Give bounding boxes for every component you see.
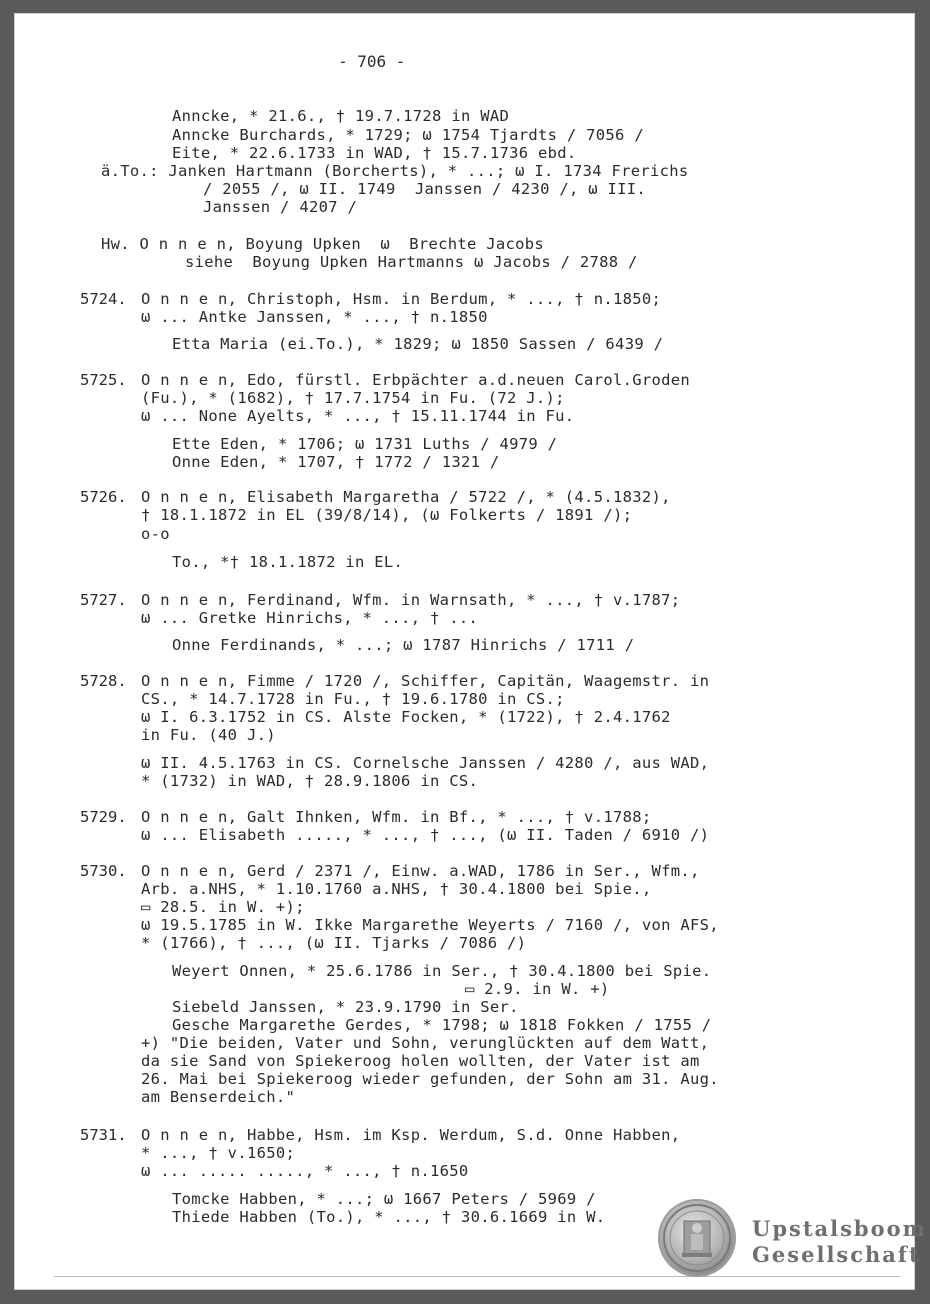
text-line: / 2055 /, ω II. 1749 Janssen / 4230 /, ω III. [203, 180, 647, 198]
text-line: am Benserdeich." [141, 1088, 296, 1106]
entry-number: 5728. [80, 672, 127, 690]
text-line: ω ... Gretke Hinrichs, * ..., † ... [141, 609, 479, 627]
text-line: Hw. O n n e n, Boyung Upken ω Brechte Jacobs [101, 235, 545, 253]
entry-number: 5731. [80, 1126, 127, 1144]
text-line: Arb. a.NHS, * 1.10.1760 a.NHS, † 30.4.1800 bei Spie., [141, 880, 652, 898]
text-line: Ette Eden, * 1706; ω 1731 Luths / 4979 / [172, 435, 558, 453]
text-line: Onne Ferdinands, * ...; ω 1787 Hinrichs / 1711 / [172, 636, 635, 654]
entry-number: 5726. [80, 488, 127, 506]
text-line: ω 19.5.1785 in W. Ikke Margarethe Weyerts / 7160 /, von AFS, [141, 916, 719, 934]
text-line: o-o [141, 525, 170, 543]
text-line: ω ... Antke Janssen, * ..., † n.1850 [141, 308, 488, 326]
text-line: O n n e n, Ferdinand, Wfm. in Warnsath, * ..., † v.1787; [141, 591, 681, 609]
text-line: O n n e n, Habbe, Hsm. im Ksp. Werdum, S.d. Onne Habben, [141, 1126, 681, 1144]
text-line: † 18.1.1872 in EL (39/8/14), (ω Folkerts / 1891 /); [141, 506, 633, 524]
text-line: Etta Maria (ei.To.), * 1829; ω 1850 Sassen / 6439 / [172, 335, 664, 353]
text-line: To., *† 18.1.1872 in EL. [172, 553, 404, 571]
text-line: O n n e n, Edo, fürstl. Erbpächter a.d.neuen Carol.Groden [141, 371, 691, 389]
text-line: Gesche Margarethe Gerdes, * 1798; ω 1818 Fokken / 1755 / [172, 1016, 712, 1034]
text-line: ω ... None Ayelts, * ..., † 15.11.1744 in Fu. [141, 407, 575, 425]
text-line: ω ... ..... ....., * ..., † n.1650 [141, 1162, 469, 1180]
text-line: O n n e n, Christoph, Hsm. in Berdum, * ..., † n.1850; [141, 290, 662, 308]
text-line: ▭ 28.5. in W. +); [141, 898, 305, 916]
text-line: ▭ 2.9. in W. +) [465, 980, 610, 998]
text-line: ä.To.: Janken Hartmann (Borcherts), * ...; ω I. 1734 Frerichs [101, 162, 689, 180]
logo-text-line2: Gesellschaft [752, 1242, 921, 1267]
text-line: Anncke, * 21.6., † 19.7.1728 in WAD [172, 107, 510, 125]
text-line: Eite, * 22.6.1733 in WAD, † 15.7.1736 ebd. [172, 144, 577, 162]
entry-number: 5729. [80, 808, 127, 826]
text-line: Thiede Habben (To.), * ..., † 30.6.1669 in W. [172, 1208, 606, 1226]
entry-number: 5730. [80, 862, 127, 880]
text-line: ω ... Elisabeth ....., * ..., † ..., (ω II. Taden / 6910 /) [141, 826, 710, 844]
society-logo [660, 1198, 927, 1278]
entry-number: 5727. [80, 591, 127, 609]
text-line: O n n e n, Gerd / 2371 /, Einw. a.WAD, 1786 in Ser., Wfm., [141, 862, 700, 880]
text-line: Weyert Onnen, * 25.6.1786 in Ser., † 30.4.1800 bei Spie. [172, 962, 712, 980]
text-line: Anncke Burchards, * 1729; ω 1754 Tjardts / 7056 / [172, 126, 644, 144]
entry-number: 5725. [80, 371, 127, 389]
text-line: * ..., † v.1650; [141, 1144, 296, 1162]
text-line: siehe Boyung Upken Hartmanns ω Jacobs / 2788 / [185, 253, 638, 271]
text-line: ω II. 4.5.1763 in CS. Cornelsche Janssen / 4280 /, aus WAD, [141, 754, 710, 772]
logo-text-line1: Upstalsboom [752, 1216, 927, 1241]
page-number: - 706 - [338, 52, 406, 71]
text-line: Tomcke Habben, * ...; ω 1667 Peters / 5969 / [172, 1190, 596, 1208]
text-line: 26. Mai bei Spiekeroog wieder gefunden, der Sohn am 31. Aug. [141, 1070, 719, 1088]
text-line: (Fu.), * (1682), † 17.7.1754 in Fu. (72 J.); [141, 389, 565, 407]
text-line: +) "Die beiden, Vater und Sohn, verunglückten auf dem Watt, [141, 1034, 710, 1052]
text-line: da sie Sand von Spiekeroog holen wollten, der Vater ist am [141, 1052, 700, 1070]
text-line: in Fu. (40 J.) [141, 726, 276, 744]
text-line: Janssen / 4207 / [203, 198, 358, 216]
text-line: O n n e n, Fimme / 1720 /, Schiffer, Capitän, Waagemstr. in [141, 672, 710, 690]
entry-number: 5724. [80, 290, 127, 308]
text-line: * (1732) in WAD, † 28.9.1806 in CS. [141, 772, 479, 790]
text-line: ω I. 6.3.1752 in CS. Alste Focken, * (1722), † 2.4.1762 [141, 708, 671, 726]
text-line: * (1766), † ..., (ω II. Tjarks / 7086 /) [141, 934, 527, 952]
text-line: Onne Eden, * 1707, † 1772 / 1321 / [172, 453, 500, 471]
seal-icon [660, 1201, 734, 1275]
text-line: O n n e n, Galt Ihnken, Wfm. in Bf., * ..., † v.1788; [141, 808, 652, 826]
text-line: CS., * 14.7.1728 in Fu., † 19.6.1780 in CS.; [141, 690, 565, 708]
text-line: Siebeld Janssen, * 23.9.1790 in Ser. [172, 998, 519, 1016]
text-line: O n n e n, Elisabeth Margaretha / 5722 /, * (4.5.1832), [141, 488, 671, 506]
